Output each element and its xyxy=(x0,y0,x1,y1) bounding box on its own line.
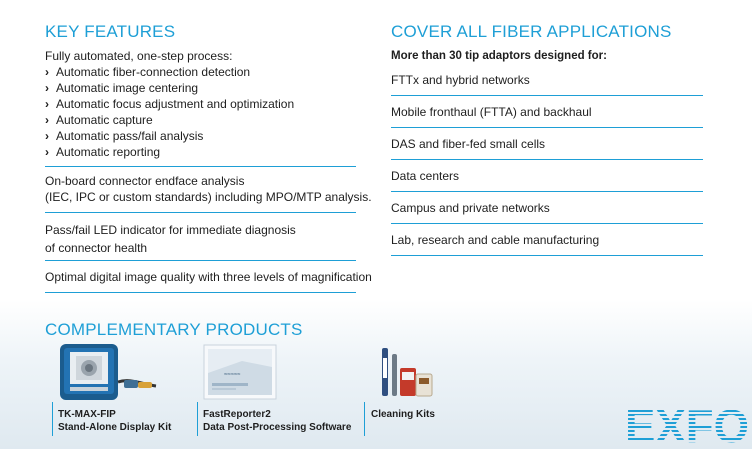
software-box-image xyxy=(202,343,280,403)
list-item: › Automatic focus adjustment and optimization xyxy=(45,97,295,111)
list-item: DAS and fiber-fed small cells xyxy=(391,137,546,151)
image-quality-text: Optimal digital image quality with three levels of magnification xyxy=(45,270,372,284)
list-item: Lab, research and cable manufacturing xyxy=(391,233,600,247)
product-caption: TK-MAX-FIP Stand-Alone Display Kit xyxy=(58,409,172,433)
display-kit-image xyxy=(58,342,158,404)
divider xyxy=(391,127,703,128)
divider xyxy=(391,223,703,224)
list-item: › Automatic image centering xyxy=(45,81,199,95)
list-item: Mobile fronthaul (FTTA) and backhaul xyxy=(391,105,592,119)
product-caption: FastReporter2 Data Post-Processing Software xyxy=(203,409,352,433)
list-item: FTTx and hybrid networks xyxy=(391,73,530,87)
exfo-logo xyxy=(625,402,749,446)
chevron-right-icon: › xyxy=(45,97,49,111)
divider xyxy=(45,212,356,213)
list-item: › Automatic pass/fail analysis xyxy=(45,129,204,143)
divider xyxy=(391,95,703,96)
chevron-right-icon: › xyxy=(45,65,49,79)
chevron-right-icon: › xyxy=(45,145,49,159)
applications-heading: COVER ALL FIBER APPLICATIONS xyxy=(391,22,672,41)
led-indicator-text: Pass/fail LED indicator for immediate diagnosis of connector health xyxy=(45,223,296,255)
svg-text:≈≈≈≈≈: ≈≈≈≈≈ xyxy=(224,372,241,378)
divider xyxy=(45,292,356,293)
key-features-heading: KEY FEATURES xyxy=(45,22,176,41)
product-caption: Cleaning Kits xyxy=(371,409,435,420)
divider xyxy=(45,260,356,261)
applications-subheading: More than 30 tip adaptors designed for: xyxy=(391,50,607,62)
list-item: Campus and private networks xyxy=(391,201,550,215)
divider xyxy=(197,402,198,436)
logo-text: EXFO xyxy=(625,402,749,446)
automation-bullet-list xyxy=(45,64,294,160)
list-item: › Automatic fiber-connection detection xyxy=(45,65,251,79)
complementary-heading: COMPLEMENTARY PRODUCTS xyxy=(45,320,303,339)
divider xyxy=(391,255,703,256)
divider xyxy=(45,166,356,167)
divider xyxy=(391,159,703,160)
divider xyxy=(364,402,365,436)
chevron-right-icon: › xyxy=(45,81,49,95)
key-features-intro: Fully automated, one-step process: xyxy=(45,49,233,63)
list-item: › Automatic reporting xyxy=(45,145,161,159)
cleaning-kits-image xyxy=(372,344,436,404)
list-item: › Automatic capture xyxy=(45,113,153,127)
chevron-right-icon: › xyxy=(45,113,49,127)
endface-analysis-text: On-board connector endface analysis (IEC, IPC or custom standards) including MPO/MTP analysis. xyxy=(45,174,372,204)
divider xyxy=(391,191,703,192)
divider xyxy=(52,402,53,436)
chevron-right-icon: › xyxy=(45,129,49,143)
list-item: Data centers xyxy=(391,169,460,183)
